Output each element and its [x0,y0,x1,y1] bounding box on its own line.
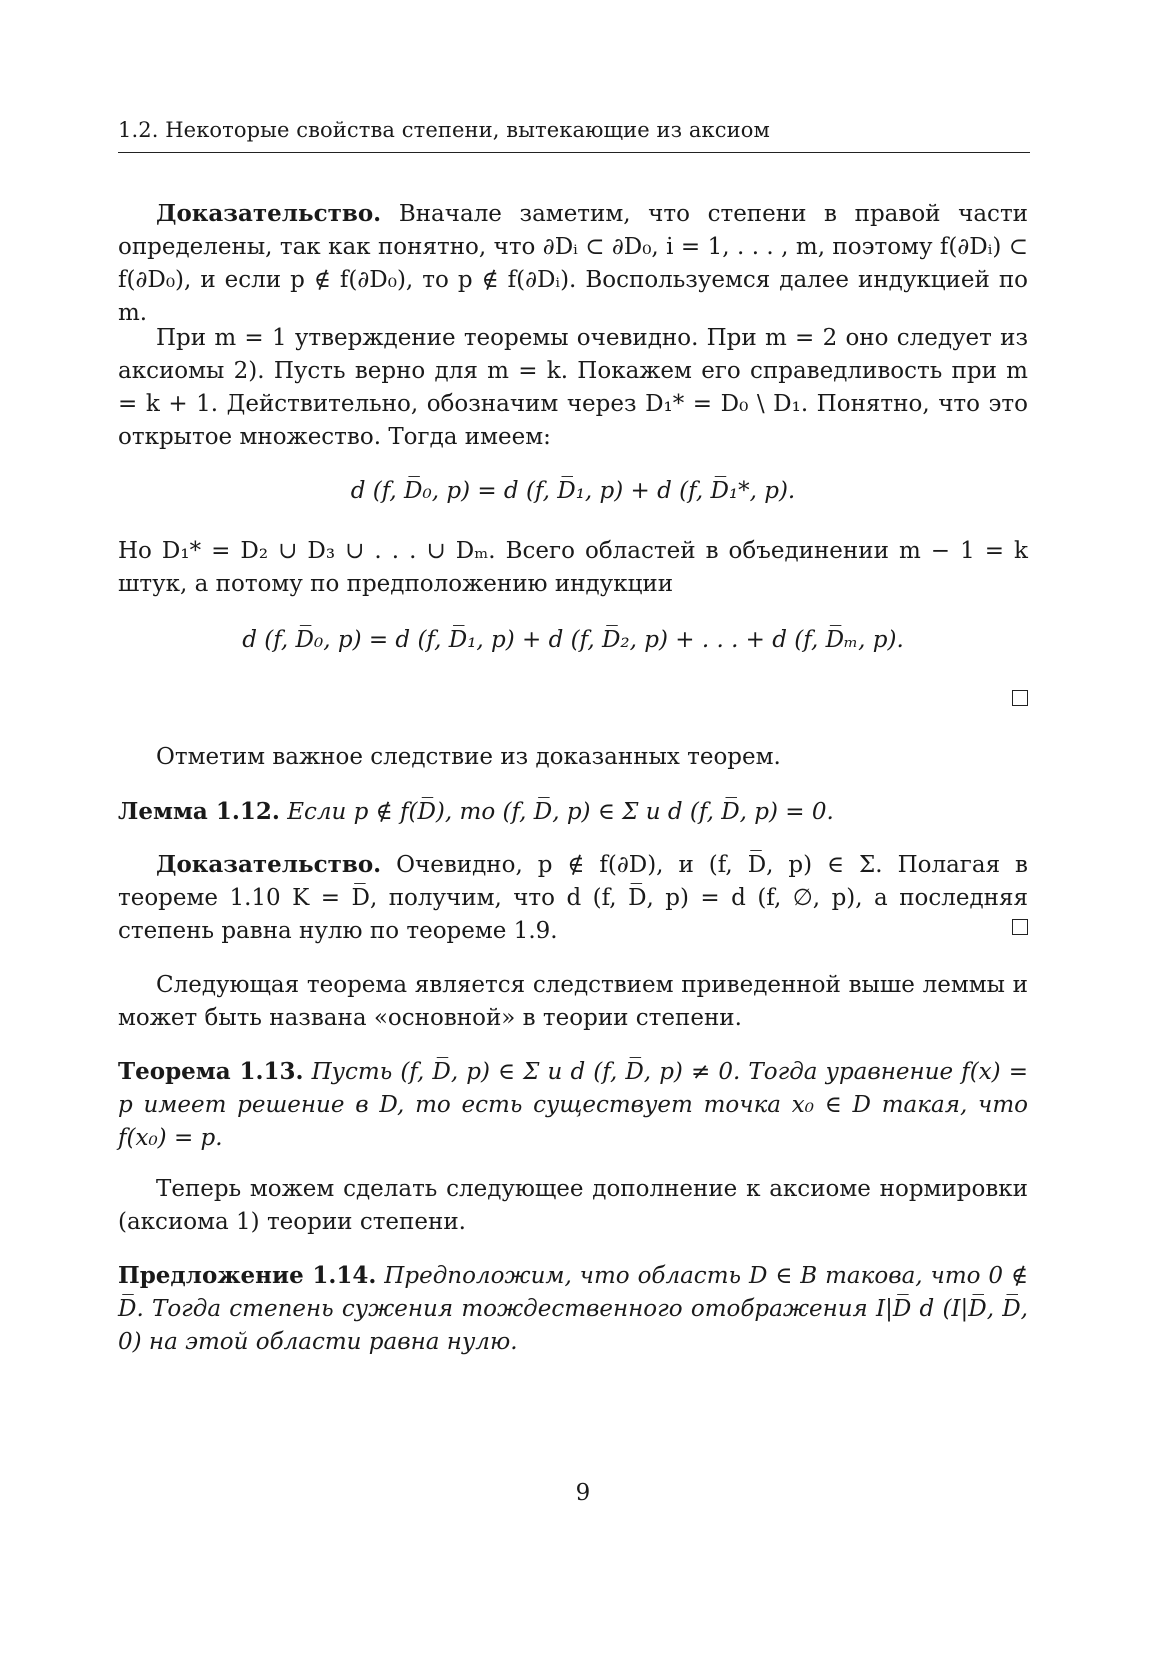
proof-1-paragraph-3: Но D₁* = D₂ ∪ D₃ ∪ . . . ∪ Dₘ. Всего областей в объединении m − 1 = k штук, а потому по предположению индукции [118,538,1028,597]
proof-1-label: Доказательство. [156,200,382,227]
proposition-text: Предположим, что область D ∈ B такова, что 0 ∉ D̅. Тогда степень сужения тождественного отображения I|D̅ d (I|D̅, D̅, 0) на этой области равна нулю. [118,1263,1029,1355]
theorem-text: Пусть (f, D̅, p) ∈ Σ и d (f, D̅, p) ≠ 0. Тогда уравнение f(x) = p имеет решение в D, то есть существует точка x₀ ∈ D такая, что f(x₀) = p. [118,1059,1029,1151]
lemma-text: Если p ∉ f(D̅), то (f, D̅, p) ∈ Σ и d (f, D̅, p) = 0. [287,799,834,825]
proof-1-text: Вначале заметим, что степени в правой части определены, так как понятно, что ∂Dᵢ ⊂ ∂D₀, i = 1, . . . , m, поэтому f(∂Dᵢ) ⊂ f(∂D₀), и если p ∉ f(∂D₀), то p ∉ f(∂Dᵢ). Воспользуемся далее индукцией по m. [118,201,1028,326]
qed-square-icon [1012,690,1028,706]
qed-square-icon [1012,919,1028,935]
proof-1-paragraph-2: При m = 1 утверждение теоремы очевидно. При m = 2 оно следует из аксиомы 2). Пусть верно для m = k. Покажем его справедливость при m = k + 1. Действительно, обозначим через D₁* = D₀ \ D₁. Понятно, что это открытое множество. Тогда имеем: [118,325,1028,450]
formula-1: d (f, D̅₀, p) = d (f, D̅₁, p) + d (f, D̅₁*, p). [350,478,796,504]
proof-2-paragraph [118,848,1028,948]
lemma-label: Лемма 1.12. [118,798,280,825]
formula-2: d (f, D̅₀, p) = d (f, D̅₁, p) + d (f, D̅₂, p) + . . . + d (f, D̅ₘ, p). [242,627,904,653]
theorem-1-13 [118,1055,1028,1155]
proof-2-text: Очевидно, p ∉ f(∂D), и (f, D̅, p) ∈ Σ. Полагая в теореме 1.10 K = D̅, получим, что d (f, D̅, p) = d (f, ∅, p), а последняя степень равна нулю по теореме 1.9. [118,852,1028,944]
header-rule [118,152,1030,153]
proof-2-label: Доказательство. [156,851,382,878]
proof-1-paragraph [118,197,1028,330]
proposition-1-14 [118,1259,1028,1359]
lemma-1-12 [118,795,1028,829]
remark-1: Отметим важное следствие из доказанных теорем. [156,744,781,770]
page-number: 9 [575,1480,591,1506]
proposition-label: Предложение 1.14. [118,1262,377,1289]
running-head: 1.2. Некоторые свойства степени, вытекающие из аксиом [118,118,770,142]
theorem-label: Теорема 1.13. [118,1058,304,1085]
remark-3: Теперь можем сделать следующее дополнение к аксиоме нормировки (аксиома 1) теории степени. [118,1176,1028,1235]
remark-2: Следующая теорема является следствием приведенной выше леммы и может быть названа «основной» в теории степени. [118,972,1028,1031]
